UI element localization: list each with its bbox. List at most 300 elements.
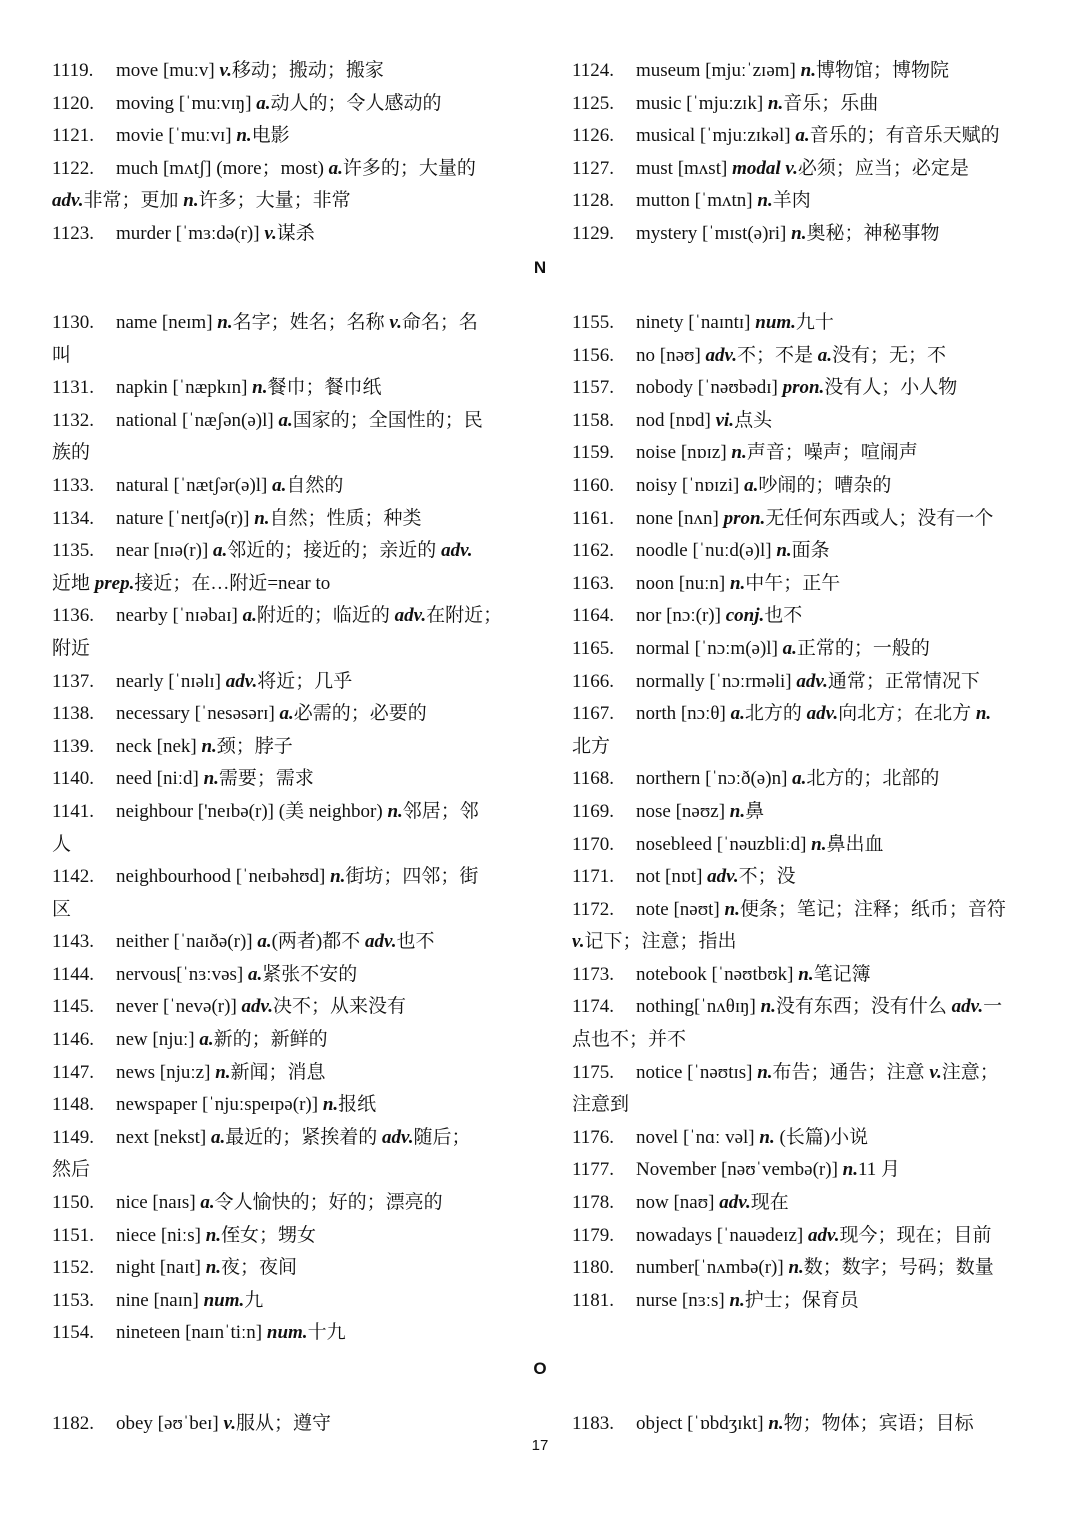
entry-definition: 11 月: [858, 1159, 901, 1181]
letter-heading-n: N: [533, 258, 547, 277]
part-of-speech: pron.: [782, 377, 825, 399]
entry-number: 1135.: [52, 540, 95, 562]
entry-definition: 护士；保育员: [744, 1289, 859, 1311]
part-of-speech: n.: [767, 92, 784, 114]
part-of-speech: n.: [975, 703, 992, 725]
entry-word: normally [ˈnɔːrməli]: [636, 670, 797, 692]
entry-word: murder [ˈmɜːdə(r)]: [116, 222, 265, 244]
part-of-speech: adv.: [225, 670, 258, 692]
part-of-speech: n.: [800, 60, 816, 81]
vocab-entry: [572, 120, 1032, 153]
entry-definition: 自然；性质；种类: [269, 507, 422, 529]
part-of-speech: v.: [929, 1061, 942, 1083]
entry-definition: 数；数字；号码；数量: [803, 1257, 994, 1279]
entry-number: 1182.: [52, 1413, 95, 1434]
entry-word: next [nekst]: [116, 1126, 211, 1148]
part-of-speech: a.: [257, 931, 272, 953]
part-of-speech: adv.: [707, 866, 739, 888]
entry-number: 1151.: [52, 1224, 95, 1246]
entry-number: 1174.: [572, 996, 615, 1018]
entry-word: notebook [ˈnəʊtbʊk]: [636, 963, 799, 985]
entry-word: no [nəʊ]: [636, 344, 706, 366]
entry-definition: 需要；需求: [218, 768, 314, 790]
entry-number: 1159.: [572, 442, 615, 464]
entry-definition: 必需的；必要的: [293, 703, 427, 725]
entry-definition: 正常的；一般的: [796, 637, 930, 659]
entry-definition: 人: [52, 833, 72, 855]
part-of-speech: n.: [776, 540, 792, 562]
entry-definition: 国家的；全国性的；民: [292, 409, 483, 431]
vocab-entry: [572, 1408, 1032, 1441]
vocab-entry: [572, 218, 1032, 251]
entry-definition: (长篇)小说: [774, 1126, 869, 1148]
part-of-speech: n.: [252, 377, 268, 399]
vocab-entry: [52, 600, 512, 633]
vocab-entry: [572, 55, 1032, 88]
entry-number: 1156.: [572, 344, 615, 366]
entry-word: nothing[ˈnʌθɪŋ]: [636, 996, 761, 1018]
entry-definition: 名字；姓名；名称: [232, 312, 390, 333]
part-of-speech: adv.: [719, 1192, 751, 1214]
vocab-entry: [52, 503, 512, 536]
part-of-speech: num.: [266, 1322, 308, 1344]
entry-definition: 移动；搬动；搬家: [231, 60, 384, 81]
entry-definition: 随后；: [413, 1126, 471, 1148]
entry-word: neck [nek]: [116, 735, 202, 757]
vocab-entry: [572, 372, 1032, 405]
entry-word: need [niːd]: [116, 768, 204, 790]
vocab-entry: [52, 861, 512, 894]
part-of-speech: v.: [572, 931, 585, 953]
part-of-speech: modal v.: [732, 157, 798, 179]
entry-definition: 也不: [764, 605, 803, 627]
vocab-entry: [52, 698, 512, 731]
vocab-entry: [572, 861, 1032, 894]
entry-word: name [neɪm]: [116, 312, 218, 333]
part-of-speech: a.: [242, 605, 257, 627]
part-of-speech: n.: [798, 963, 814, 985]
entry-definition: 中午；正午: [745, 572, 841, 594]
vocab-entry: [52, 535, 512, 568]
entry-word: noisy [ˈnɒɪzi]: [636, 474, 745, 496]
part-of-speech: a.: [210, 1126, 226, 1148]
entry-number: 1134.: [52, 507, 95, 529]
entry-number: 1175.: [572, 1061, 615, 1083]
part-of-speech: v.: [223, 1413, 236, 1434]
part-of-speech: n.: [387, 800, 403, 822]
part-of-speech: v.: [219, 60, 232, 81]
entry-definition: 布告；通告；注意: [772, 1061, 930, 1083]
vocab-entry-continuation: [52, 185, 512, 218]
entry-definition: 电影: [251, 125, 290, 147]
entry-number: 1131.: [52, 377, 95, 399]
entry-word: nice [naɪs]: [116, 1192, 201, 1214]
vocab-entry: [572, 437, 1032, 470]
part-of-speech: adv.: [241, 996, 274, 1018]
entry-number: 1123.: [52, 222, 95, 244]
vocab-entry: [572, 633, 1032, 666]
entry-number: 1172.: [572, 898, 615, 920]
entry-number: 1125.: [572, 92, 615, 114]
entry-definition: 街坊；四邻；街: [345, 866, 479, 888]
vocab-entry: [52, 307, 512, 340]
part-of-speech: num.: [203, 1289, 245, 1311]
entry-number: 1137.: [52, 670, 95, 692]
vocab-entry: [572, 535, 1032, 568]
entry-definition: 邻近的；接近的；亲近的: [227, 540, 442, 562]
entry-number: 1145.: [52, 996, 95, 1018]
vocab-entry-continuation: [52, 633, 512, 666]
entry-word: much [mʌtʃ] (more；most): [116, 157, 329, 179]
entry-definition: 令人愉快的；好的；漂亮的: [214, 1192, 443, 1214]
entry-definition: 紧张不安的: [262, 963, 358, 985]
entry-word: necessary [ˈnesəsərɪ]: [116, 703, 280, 725]
m-section-right-column: [572, 55, 1032, 251]
vocab-entry: [572, 1285, 1032, 1318]
vocab-entry: [52, 1089, 512, 1122]
entry-word: nineteen [naɪnˈtiːn]: [116, 1322, 267, 1344]
entry-number: 1155.: [572, 312, 615, 333]
part-of-speech: n.: [759, 1126, 775, 1148]
entry-word: napkin [ˈnæpkɪn]: [116, 377, 253, 399]
entry-number: 1129.: [572, 222, 615, 244]
entry-word: none [nʌn]: [636, 507, 724, 529]
entry-word: must [mʌst]: [636, 157, 733, 179]
entry-definition: 接近；在…附近=near to: [134, 572, 331, 594]
part-of-speech: a.: [278, 409, 293, 431]
vocab-entry-continuation: [52, 437, 512, 470]
entry-number: 1124.: [572, 60, 615, 81]
entry-word: notice [ˈnəʊtɪs]: [636, 1061, 758, 1083]
part-of-speech: num.: [755, 312, 796, 333]
entry-word: near [nɪə(r)]: [116, 540, 214, 562]
entry-word: musical [ˈmjuːzɪkəl]: [636, 125, 796, 147]
part-of-speech: adv.: [394, 605, 427, 627]
vocab-entry: [52, 470, 512, 503]
part-of-speech: n.: [205, 1257, 222, 1279]
vocab-entry: [52, 731, 512, 764]
entry-word: noodle [ˈnuːd(ə)l]: [636, 540, 777, 562]
part-of-speech: n.: [205, 1224, 222, 1246]
entry-definition: 北方的；北部的: [806, 768, 940, 790]
vocab-entry-continuation: [572, 1089, 1032, 1122]
entry-definition: 奥秘；神秘事物: [806, 222, 940, 244]
n-section-left-column: [52, 307, 512, 1350]
entry-number: 1163.: [572, 572, 615, 594]
vocab-entry: [52, 405, 512, 438]
entry-number: 1120.: [52, 92, 95, 114]
entry-definition: 笔记簿: [813, 963, 871, 985]
vocab-entry: [52, 1220, 512, 1253]
vocab-entry-continuation: [572, 926, 1032, 959]
entry-definition: 邻居；邻: [402, 800, 479, 822]
entry-definition: 附近的；临近的: [256, 605, 395, 627]
entry-word: nor [nɔː(r)]: [636, 605, 726, 627]
entry-number: 1127.: [572, 157, 615, 179]
vocab-entry: [572, 503, 1032, 536]
entry-definition: 将近；几乎: [257, 670, 353, 692]
entry-definition: 一: [983, 996, 1003, 1018]
entry-word: night [naɪt]: [116, 1257, 206, 1279]
part-of-speech: n.: [254, 507, 270, 529]
entry-definition: 许多；大量；非常: [198, 190, 351, 212]
part-of-speech: adv.: [951, 996, 984, 1018]
part-of-speech: n.: [322, 1094, 339, 1116]
entry-number: 1153.: [52, 1289, 95, 1311]
part-of-speech: conj.: [725, 605, 765, 627]
vocab-entry: [52, 120, 512, 153]
entry-definition: 注意；: [941, 1061, 999, 1083]
entry-definition: 鼻: [745, 800, 765, 822]
entry-word: object [ˈɒbdʒɪkt]: [636, 1413, 769, 1434]
entry-word: novel [ˈnɑː vəl]: [636, 1126, 760, 1148]
vocab-entry: [572, 991, 1032, 1024]
part-of-speech: n.: [788, 1257, 804, 1279]
entry-word: note [nəʊt]: [636, 898, 725, 920]
entry-number: 1180.: [572, 1257, 615, 1279]
part-of-speech: n.: [757, 190, 773, 212]
vocab-entry: [52, 55, 512, 88]
entry-definition: 羊肉: [772, 190, 811, 212]
vocab-entry: [572, 1252, 1032, 1285]
entry-number: 1158.: [572, 409, 615, 431]
vocab-entry: [572, 88, 1032, 121]
entry-definition: 没有东西；没有什么: [775, 996, 952, 1018]
entry-number: 1146.: [52, 1029, 95, 1051]
m-section-left-column: [52, 55, 512, 251]
entry-word: now [naʊ]: [636, 1192, 720, 1214]
vocab-entry: [572, 698, 1032, 731]
entry-definition: 餐巾；餐巾纸: [267, 377, 382, 399]
part-of-speech: prep.: [94, 572, 135, 594]
vocab-entry: [572, 307, 1032, 340]
entry-word: never [ˈnevə(r)]: [116, 996, 242, 1018]
page-number: 17: [531, 1437, 549, 1454]
entry-definition: 命名；名: [401, 312, 478, 333]
part-of-speech: a.: [817, 344, 833, 366]
vocab-entry-continuation: [572, 1024, 1032, 1057]
entry-number: 1164.: [572, 605, 615, 627]
entry-number: 1138.: [52, 703, 95, 725]
entry-definition: 没有；无；不: [832, 344, 947, 366]
part-of-speech: a.: [328, 157, 343, 179]
o-section-right-column: [572, 1408, 1032, 1441]
part-of-speech: n.: [731, 442, 747, 464]
entry-word: move [muːv]: [116, 60, 220, 81]
entry-number: 1128.: [572, 190, 615, 212]
entry-number: 1139.: [52, 735, 95, 757]
entry-word: north [nɔːθ]: [636, 703, 731, 725]
entry-number: 1157.: [572, 377, 615, 399]
entry-word: newspaper [ˈnjuːspeɪpə(r)]: [116, 1094, 323, 1116]
vocab-entry: [572, 470, 1032, 503]
entry-word: noon [nuːn]: [636, 572, 730, 594]
vocab-entry: [52, 1122, 512, 1155]
entry-definition: 不；不是: [737, 344, 818, 366]
entry-word: moving [ˈmuːvɪŋ]: [116, 92, 257, 114]
entry-definition: 区: [52, 898, 72, 920]
entry-number: 1171.: [572, 866, 615, 888]
entry-number: 1160.: [572, 474, 615, 496]
entry-number: 1168.: [572, 768, 615, 790]
entry-definition: 动人的；令人感动的: [270, 92, 442, 114]
entry-definition: 叫: [52, 344, 72, 366]
entry-definition: 音乐；乐曲: [783, 92, 879, 114]
entry-word: music [ˈmjuːzɪk]: [636, 92, 768, 114]
part-of-speech: v.: [264, 222, 277, 244]
entry-definition: 近地: [52, 572, 95, 594]
entry-word: nose [nəʊz]: [636, 800, 730, 822]
part-of-speech: a.: [247, 963, 263, 985]
part-of-speech: adv.: [52, 190, 84, 212]
entry-number: 1119.: [52, 60, 94, 81]
entry-definition: 颈；脖子: [216, 735, 293, 757]
vocab-entry: [52, 959, 512, 992]
entry-definition: 声音；噪声；喧闹声: [746, 442, 918, 464]
entry-number: 1166.: [572, 670, 615, 692]
part-of-speech: a.: [795, 125, 810, 147]
o-section-left-column: [52, 1408, 512, 1441]
entry-number: 1136.: [52, 605, 95, 627]
entry-definition: 也不: [396, 931, 435, 953]
part-of-speech: a.: [744, 474, 759, 496]
vocab-entry: [572, 405, 1032, 438]
entry-word: nobody [ˈnəʊbədɪ]: [636, 377, 783, 399]
entry-word: nervous[ˈnɜːvəs]: [116, 963, 248, 985]
vocab-entry: [52, 1408, 512, 1441]
entry-number: 1141.: [52, 800, 95, 822]
part-of-speech: n.: [842, 1159, 858, 1181]
entry-word: neighbour ['neɪbə(r)] (美 neighbor): [116, 800, 388, 822]
entry-number: 1140.: [52, 768, 95, 790]
entry-definition: 记下；注意；指出: [584, 931, 737, 953]
entry-number: 1147.: [52, 1061, 95, 1083]
entry-definition: (两者)都不: [271, 931, 366, 953]
vocab-entry-continuation: [52, 894, 512, 927]
entry-definition: 便条；笔记；注释；纸币；音符: [739, 898, 1006, 920]
entry-definition: 不；没: [738, 866, 796, 888]
part-of-speech: n.: [757, 1061, 773, 1083]
entry-number: 1126.: [572, 125, 615, 147]
vocab-entry: [572, 340, 1032, 373]
vocab-entry: [572, 1057, 1032, 1090]
entry-word: neither [ˈnaɪðə(r)]: [116, 931, 258, 953]
part-of-speech: a.: [730, 703, 745, 725]
vocab-entry: [572, 153, 1032, 186]
vocab-entry: [52, 1187, 512, 1220]
entry-definition: 然后: [52, 1159, 91, 1181]
entry-number: 1149.: [52, 1126, 95, 1148]
entry-word: museum [mjuːˈzɪəm]: [636, 60, 801, 81]
entry-number: 1152.: [52, 1257, 95, 1279]
entry-word: national [ˈnæʃən(ə)l]: [116, 409, 279, 431]
entry-definition: 报纸: [338, 1094, 377, 1116]
part-of-speech: n.: [724, 898, 740, 920]
vocab-entry: [572, 1187, 1032, 1220]
entry-word: new [njuː]: [116, 1029, 200, 1051]
letter-heading-o: O: [533, 1359, 547, 1378]
vocab-entry: [572, 185, 1032, 218]
entry-definition: 无任何东西或人；没有一个: [765, 507, 994, 529]
entry-definition: 非常；更加: [83, 190, 184, 212]
part-of-speech: a.: [279, 703, 294, 725]
entry-number: 1165.: [572, 637, 615, 659]
entry-definition: 必须；应当；必定是: [797, 157, 969, 179]
part-of-speech: n.: [215, 1061, 231, 1083]
vocab-entry-continuation: [52, 340, 512, 373]
entry-word: news [njuːz]: [116, 1061, 216, 1083]
part-of-speech: v.: [389, 312, 402, 333]
entry-word: niece [niːs]: [116, 1224, 206, 1246]
entry-definition: 注意到: [572, 1094, 630, 1116]
part-of-speech: n.: [236, 125, 252, 147]
entry-definition: 物；物体；宾语；目标: [783, 1413, 974, 1434]
part-of-speech: n.: [791, 222, 807, 244]
entry-number: 1154.: [52, 1322, 95, 1344]
entry-word: nod [nɒd]: [636, 409, 716, 431]
entry-definition: 最近的；紧挨着的: [225, 1126, 382, 1148]
entry-number: 1178.: [572, 1192, 615, 1214]
entry-number: 1148.: [52, 1094, 95, 1116]
entry-number: 1150.: [52, 1192, 95, 1214]
part-of-speech: adv.: [806, 703, 839, 725]
entry-word: November [nəʊˈvembə(r)]: [636, 1159, 843, 1181]
vocab-entry: [52, 926, 512, 959]
vocab-entry: [52, 1317, 512, 1350]
entry-word: northern [ˈnɔːð(ə)n]: [636, 768, 793, 790]
entry-number: 1173.: [572, 963, 615, 985]
entry-definition: 没有人；小人物: [824, 377, 958, 399]
entry-definition: 附近: [52, 637, 91, 659]
entry-definition: 北方的: [744, 703, 807, 725]
vocab-entry: [572, 959, 1032, 992]
vocab-entry: [52, 763, 512, 796]
vocab-entry: [572, 600, 1032, 633]
entry-number: 1167.: [572, 703, 615, 725]
entry-definition: 北方: [572, 735, 611, 757]
vocab-entry: [572, 796, 1032, 829]
entry-word: not [nɒt]: [636, 866, 708, 888]
part-of-speech: n.: [729, 1289, 745, 1311]
vocab-entry: [52, 88, 512, 121]
entry-number: 1130.: [52, 312, 95, 333]
entry-definition: 谋杀: [276, 222, 315, 244]
entry-number: 1169.: [572, 800, 615, 822]
vocab-entry: [572, 568, 1032, 601]
entry-number: 1183.: [572, 1413, 615, 1434]
entry-word: normal [ˈnɔːm(ə)l]: [636, 637, 783, 659]
entry-word: nine [naɪn]: [116, 1289, 204, 1311]
part-of-speech: n.: [811, 833, 827, 855]
entry-word: number[ˈnʌmbə(r)]: [636, 1257, 789, 1279]
vocab-entry: [572, 1220, 1032, 1253]
entry-definition: 九: [244, 1289, 264, 1311]
part-of-speech: a.: [200, 1192, 215, 1214]
entry-number: 1142.: [52, 866, 95, 888]
part-of-speech: n.: [729, 572, 746, 594]
entry-definition: 在附近；: [426, 605, 503, 627]
entry-number: 1176.: [572, 1126, 615, 1148]
entry-definition: 点头: [734, 409, 773, 431]
part-of-speech: a.: [199, 1029, 214, 1051]
entry-word: neighbourhood [ˈneɪbəhʊd]: [116, 866, 331, 888]
vocab-entry: [52, 218, 512, 251]
entry-word: nearly [ˈnɪəlɪ]: [116, 670, 226, 692]
entry-definition: 新闻；消息: [230, 1061, 326, 1083]
part-of-speech: n.: [330, 866, 346, 888]
entry-definition: 点也不；并不: [572, 1029, 687, 1051]
vocab-entry: [572, 1122, 1032, 1155]
